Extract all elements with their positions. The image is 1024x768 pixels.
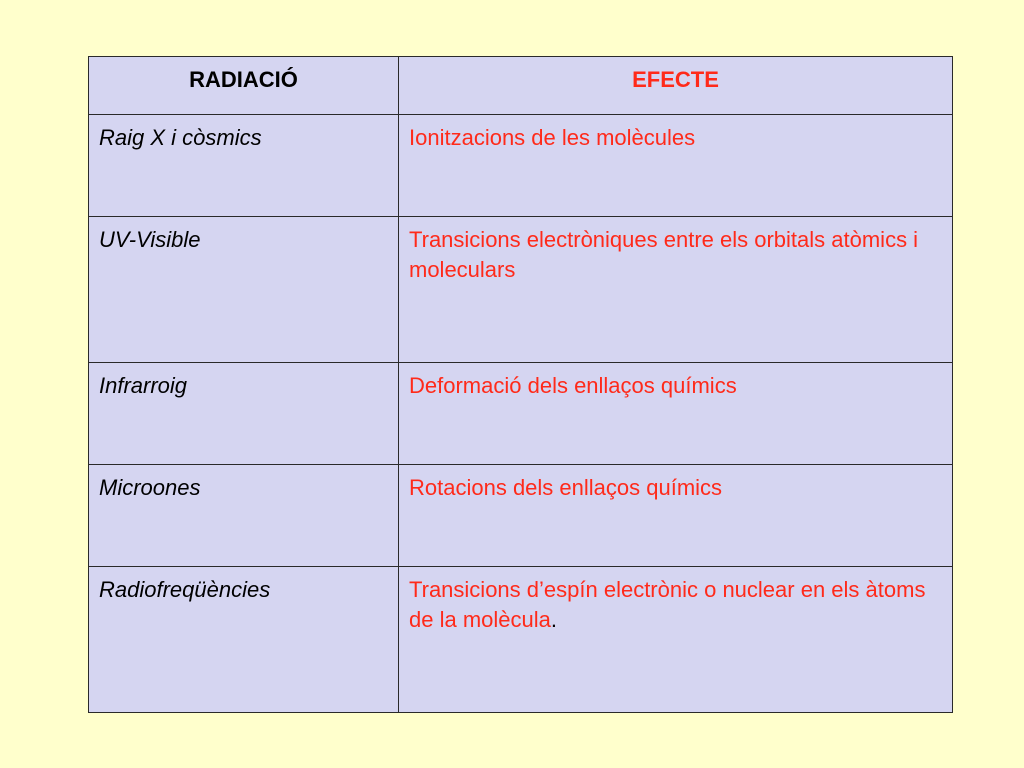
radiation-cell: Infrarroig (89, 363, 399, 465)
table-row (89, 465, 953, 567)
table-row (89, 115, 953, 217)
effect-cell (399, 567, 953, 713)
effect-text: Ionitzacions de les molècules (409, 125, 696, 150)
effect-cell (399, 465, 953, 567)
radiation-cell: Radiofreqüències (89, 567, 399, 713)
effect-cell (399, 115, 953, 217)
radiation-cell: Microones (89, 465, 399, 567)
effect-text: Transicions d’espín electrònic o nuclear en els àtoms de la molècula (409, 577, 926, 632)
effect-text: Transicions electròniques entre els orbitals atòmics i moleculars (409, 227, 919, 282)
effect-suffix: . (550, 607, 557, 632)
effect-cell (399, 363, 953, 465)
effect-text: Rotacions dels enllaços químics (409, 475, 723, 500)
table-row (89, 363, 953, 465)
table-header-row (89, 57, 953, 115)
radiation-effects-table (88, 56, 953, 713)
table-row (89, 567, 953, 713)
header-effect: EFECTE (399, 57, 953, 115)
radiation-cell: UV-Visible (89, 217, 399, 363)
effect-text: Deformació dels enllaços químics (409, 373, 737, 398)
effect-cell (399, 217, 953, 363)
table-row (89, 217, 953, 363)
header-radiation: RADIACIÓ (89, 57, 399, 115)
radiation-cell: Raig X i còsmics (89, 115, 399, 217)
